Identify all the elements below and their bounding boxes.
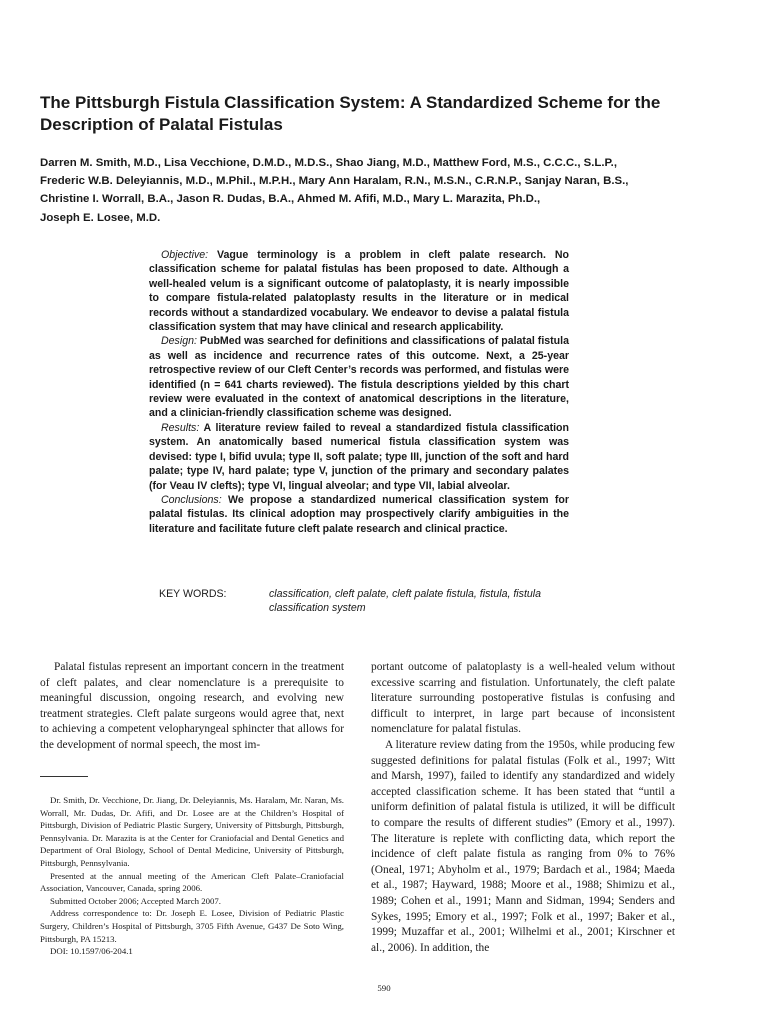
abstract-conclusions [149, 493, 569, 536]
abstract-results [149, 421, 569, 493]
abstract-text: PubMed was searched for definitions and classifications of palatal fistula as well as incidence and recurrence rates of this outcome. Next, a 25-year retrospective review of our Cleft Center’s records was performed, and fistulas were identified (n = 641 charts reviewed). The fistula descriptions yielded by this chart review were evaluated in the context of anatomical descriptions in the literature, and a clinician-friendly classification scheme was designed. [149, 335, 569, 420]
footnote-affiliations: Dr. Smith, Dr. Vecchione, Dr. Jiang, Dr. Deleyiannis, Ms. Haralam, Mr. Naran, Ms. Worrall, Mr. Dudas, Dr. Afifi, and Dr. Losee are at the Children’s Hospital of Pittsburgh, Division of Pediatric Plastic Surgery, University of Pittsburgh, Pittsburgh, Pennsylvania. Dr. Marazita is at the Center for Craniofacial and Dental Genetics and Department of Oral Biology, School of Dental Medicine, University of Pittsburgh, Pittsburgh, Pennsylvania. [40, 795, 344, 868]
abstract-label: Design: [161, 335, 197, 348]
body-column-right [371, 660, 675, 956]
footnote-doi: DOI: 10.1597/06-204.1 [50, 946, 133, 957]
abstract-text: We propose a standardized numerical classification system for palatal fistulas. Its clinical adoption may prospectively clarify ambiguities in the literature and facilitate future cleft palate research and clinical practice. [149, 493, 569, 535]
body-paragraph: portant outcome of palatoplasty is a well-healed velum without excessive scarring and fistulation. Unfortunately, the cleft palate literature surrounding postoperative fistulas is confusing and difficult to interpret, in large part because of inconsistent nomenclature for palatal fistulas. [371, 661, 675, 736]
body-column-left [40, 660, 344, 754]
footnote-divider [40, 776, 88, 777]
footnote-dates: Submitted October 2006; Accepted March 2007. [50, 895, 222, 906]
author-line: Christine I. Worrall, B.A., Jason R. Dudas, B.A., Ahmed M. Afifi, M.D., Mary L. Marazita, Ph.D., [40, 193, 541, 206]
author-list [40, 154, 720, 227]
footnote-correspondence: Address correspondence to: Dr. Joseph E. Losee, Division of Pediatric Plastic Surgery, Children’s Hospital of Pittsburgh, 3705 Fifth Avenue, G437 De Soto Wing, Pittsburgh, PA 15213. [40, 908, 344, 944]
abstract-label: Results: [161, 421, 200, 434]
author-line: Joseph E. Losee, M.D. [40, 211, 161, 224]
abstract-objective [149, 248, 569, 334]
article-title: The Pittsburgh Fistula Classification System: A Standardized Scheme for the Description of Palatal Fistulas [40, 93, 661, 134]
footnote-presented: Presented at the annual meeting of the American Cleft Palate–Craniofacial Association, Vancouver, Canada, spring 2006. [40, 870, 344, 894]
abstract-design [149, 334, 569, 420]
keywords-text: classification, cleft palate, cleft palate fistula, fistula, fistula classification system [269, 588, 542, 615]
author-line: Darren M. Smith, M.D., Lisa Vecchione, D.M.D., M.D.S., Shao Jiang, M.D., Matthew Ford, M.S., C.C.C., S.L.P., [40, 157, 617, 169]
abstract-label: Objective: [161, 249, 209, 261]
abstract-label: Conclusions: [161, 493, 222, 506]
body-paragraph: Palatal fistulas represent an important concern in the treatment of cleft palates, and clear nomenclature is a prerequisite to meaningful discussion, ongoing research, and evolving new treatment strategies. Cleft palate surgeons would agree that, next to achieving a competent velopharyngeal sphincter that allows for the development of normal speech, the most im- [40, 661, 344, 751]
keywords-label: KEY WORDS: [159, 588, 227, 600]
footnotes [40, 794, 344, 958]
page-number: 590 [377, 983, 391, 993]
abstract-text: Vague terminology is a problem in cleft palate research. No classification scheme for palatal fistulas has been proposed to date. Although a well-healed velum is a significant outcome of palatoplasty, it is nearly impossible to compare fistula-related palatoplasty results in the literature or in medical records without a standardized vocabulary. We endeavor to devise a palatal fistula classification system that may have clinical and research applicability. [149, 249, 569, 334]
abstract-text: A literature review failed to reveal a standardized fistula classification system. An anatomically based numerical fistula classification system was devised: type I, bifid uvula; type II, soft palate; type III, junction of the soft and hard palate; type IV, hard palate; type V, junction of the primary and secondary palates (for Veau IV clefts); type VI, lingual alveolar; and type VII, labial alveolar. [149, 421, 569, 492]
author-line: Frederic W.B. Deleyiannis, M.D., M.Phil., M.P.H., Mary Ann Haralam, R.N., M.S.N., C.R.N.P., Sanjay Naran, B.S., [40, 175, 629, 188]
abstract [149, 248, 569, 536]
body-paragraph: A literature review dating from the 1950s, while producing few suggested definitions for palatal fistulas (Folk et al., 1997; Witt and Marsh, 1997), failed to identify any standardized and widely accepted classification scheme. It has been stated that “until a uniform definition of palatal fistula is utilized, it will be difficult to compare the results of different studies” (Emory et al., 1997). The literature is replete with conflicting data, which report the incidence of cleft palate fistula as ranging from 0% to 76% (Oneal, 1971; Abyholm et al., 1979; Bardach et al., 1984; Maeda et al., 1987; Hayward, 1988; Moore et al., 1988; Shimizu et al., 1989; Cohen et al., 1991; Mann and Sidman, 1994; Senders and Sykes, 1995; Emory et al., 1997; Folk et al., 1997; Baker et al., 1999; Muzaffar et al., 2001; Wilhelmi et al., 2001; Kirschner et al., 2006). In addition, the [371, 738, 675, 954]
